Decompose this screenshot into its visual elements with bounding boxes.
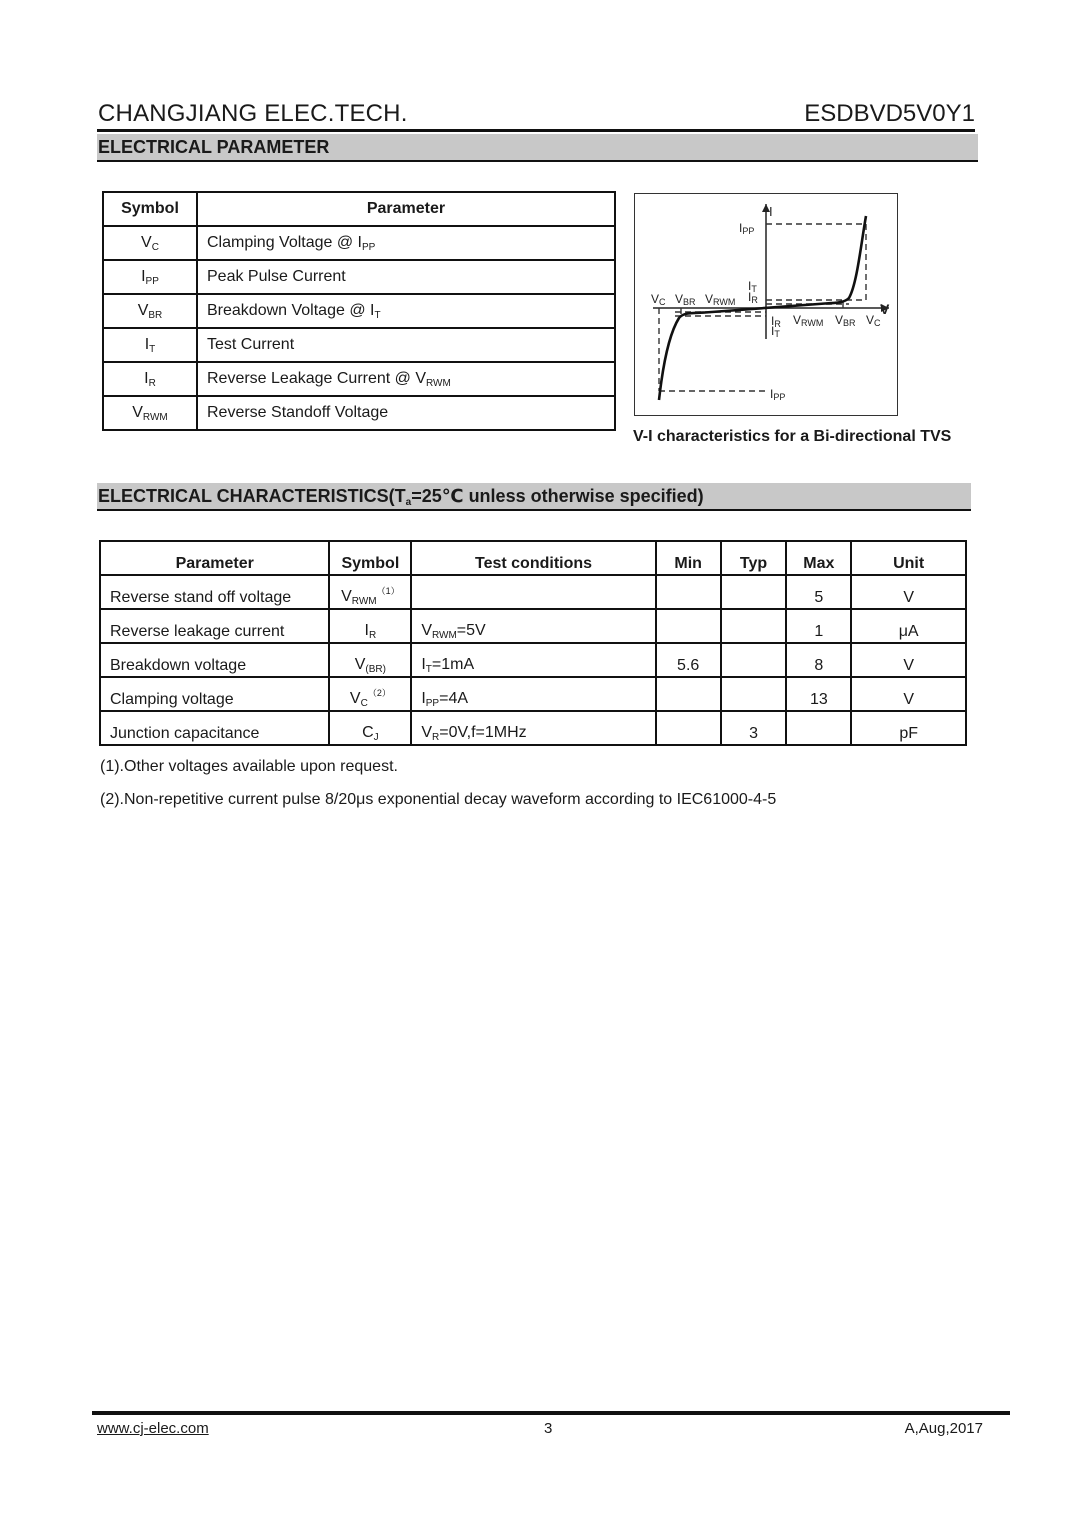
i-axis-label: I bbox=[769, 204, 773, 219]
typ-cell bbox=[721, 575, 787, 609]
symbol-cell: $V_C$ bbox=[103, 226, 197, 260]
symbol-cell: $V_{BR}$ bbox=[103, 294, 197, 328]
note-2: (2).Non-repetitive current pulse 8/20μs exponential decay waveform according to IEC61000-4-5 bbox=[100, 791, 777, 808]
header-test-conditions: Test conditions bbox=[411, 541, 655, 575]
max-cell: 5 bbox=[786, 575, 851, 609]
label-vbr-left: VBR bbox=[675, 292, 696, 307]
parameter-cell: Breakdown Voltage @ $I_T$ bbox=[197, 294, 615, 328]
min-cell bbox=[656, 677, 721, 711]
header-symbol: Symbol bbox=[103, 192, 197, 226]
section-title: ELECTRICAL $CHARACTERISTICS(T_a=25℃$ unless otherwise specified) bbox=[98, 486, 704, 508]
header-symbol: Symbol bbox=[329, 541, 411, 575]
symbol-cell: $V_C^{(2)}$ bbox=[329, 677, 411, 711]
typ-cell bbox=[721, 643, 787, 677]
table-row bbox=[100, 677, 966, 711]
typ-cell: 3 bbox=[721, 711, 787, 745]
website-link[interactable]: www.cj-elec.com bbox=[97, 1420, 209, 1437]
param-cell: Reverse leakage current bbox=[100, 609, 329, 643]
company-name: CHANGJIANG ELEC.TECH. bbox=[98, 100, 408, 127]
condition-cell: $V_R=0V,f=1MHz$ bbox=[411, 711, 655, 745]
characteristics-table bbox=[99, 540, 967, 746]
label-vbr-right: VBR bbox=[835, 313, 856, 328]
unit-cell: V bbox=[851, 677, 966, 711]
label-ir-bottom: IR bbox=[771, 314, 781, 329]
table-row bbox=[103, 226, 615, 260]
table-row bbox=[100, 575, 966, 609]
min-cell bbox=[656, 575, 721, 609]
header-parameter: Parameter bbox=[100, 541, 329, 575]
table-row bbox=[103, 328, 615, 362]
header-min: Min bbox=[656, 541, 721, 575]
min-cell: 5.6 bbox=[656, 643, 721, 677]
header-unit: Unit bbox=[851, 541, 966, 575]
symbol-cell: $I_T$ bbox=[103, 328, 197, 362]
symbol-cell: $I_{PP}$ bbox=[103, 260, 197, 294]
parameter-cell: Reverse Standoff Voltage bbox=[197, 396, 615, 430]
condition-cell: $V_{RWM}=5V$ bbox=[411, 609, 655, 643]
unit-cell: μA bbox=[851, 609, 966, 643]
footer-rule bbox=[92, 1411, 1010, 1415]
condition-cell: $I_T=1mA$ bbox=[411, 643, 655, 677]
parameter-cell: Test Current bbox=[197, 328, 615, 362]
symbol-cell: $V_{RWM}$ bbox=[103, 396, 197, 430]
parameter-cell: Reverse Leakage Current @ $V_{RWM}$ bbox=[197, 362, 615, 396]
max-cell bbox=[786, 711, 851, 745]
label-vrwm-right: VRWM bbox=[793, 313, 824, 328]
diagram-caption: V-I characteristics for a Bi-directional TVS bbox=[633, 428, 952, 445]
parameter-cell: Clamping Voltage @ $I_{PP}$ bbox=[197, 226, 615, 260]
section-title: ELECTRICAL PARAMETER bbox=[98, 137, 330, 157]
label-ir-top: IR bbox=[748, 290, 758, 305]
table-row bbox=[103, 362, 615, 396]
note-1: (1).Other voltages available upon request. bbox=[100, 758, 398, 775]
label-it-bottom: IT bbox=[771, 324, 780, 339]
v-axis-label: V bbox=[880, 301, 890, 317]
parameter-cell: Peak Pulse Current bbox=[197, 260, 615, 294]
label-ipp-bottom: IPP bbox=[770, 387, 786, 402]
section-electrical-characteristics bbox=[97, 483, 971, 511]
label-it-top: IT bbox=[748, 279, 757, 294]
table-header-row bbox=[103, 192, 615, 226]
section-electrical-parameter bbox=[97, 134, 978, 162]
vi-characteristics-diagram bbox=[634, 193, 898, 416]
page-number: 3 bbox=[544, 1420, 553, 1437]
param-cell: Clamping voltage bbox=[100, 677, 329, 711]
label-ipp-top: IPP bbox=[739, 221, 755, 236]
param-cell: Junction capacitance bbox=[100, 711, 329, 745]
revision-date: A,Aug,2017 bbox=[904, 1420, 983, 1437]
unit-cell: V bbox=[851, 643, 966, 677]
label-vc-left: VC bbox=[651, 292, 666, 307]
min-cell bbox=[656, 609, 721, 643]
typ-cell bbox=[721, 609, 787, 643]
header-rule bbox=[97, 129, 975, 132]
table-row bbox=[100, 711, 966, 745]
table-row bbox=[100, 609, 966, 643]
min-cell bbox=[656, 711, 721, 745]
header-max: Max bbox=[786, 541, 851, 575]
label-vrwm-left: VRWM bbox=[705, 292, 736, 307]
table-row bbox=[103, 294, 615, 328]
symbol-cell: $V_{(BR)}$ bbox=[329, 643, 411, 677]
max-cell: 13 bbox=[786, 677, 851, 711]
part-number: ESDBVD5V0Y1 bbox=[804, 100, 975, 127]
unit-cell: pF bbox=[851, 711, 966, 745]
typ-cell bbox=[721, 677, 787, 711]
vi-curve-svg bbox=[635, 194, 897, 415]
symbol-cell: $I_R$ bbox=[103, 362, 197, 396]
symbol-cell: $I_R$ bbox=[329, 609, 411, 643]
table-header-row bbox=[100, 541, 966, 575]
table-row bbox=[103, 396, 615, 430]
condition-cell bbox=[411, 575, 655, 609]
max-cell: 1 bbox=[786, 609, 851, 643]
table-row bbox=[100, 643, 966, 677]
param-cell: Reverse stand off voltage bbox=[100, 575, 329, 609]
parameter-table bbox=[102, 191, 616, 431]
symbol-cell: $C_J$ bbox=[329, 711, 411, 745]
max-cell: 8 bbox=[786, 643, 851, 677]
header-parameter: Parameter bbox=[197, 192, 615, 226]
symbol-cell: $V_{RWM}^{(1)}$ bbox=[329, 575, 411, 609]
condition-cell: $I_{PP}=4A$ bbox=[411, 677, 655, 711]
label-vc-right: VC bbox=[866, 313, 881, 328]
unit-cell: V bbox=[851, 575, 966, 609]
table-row bbox=[103, 260, 615, 294]
header-typ: Typ bbox=[721, 541, 787, 575]
param-cell: Breakdown voltage bbox=[100, 643, 329, 677]
